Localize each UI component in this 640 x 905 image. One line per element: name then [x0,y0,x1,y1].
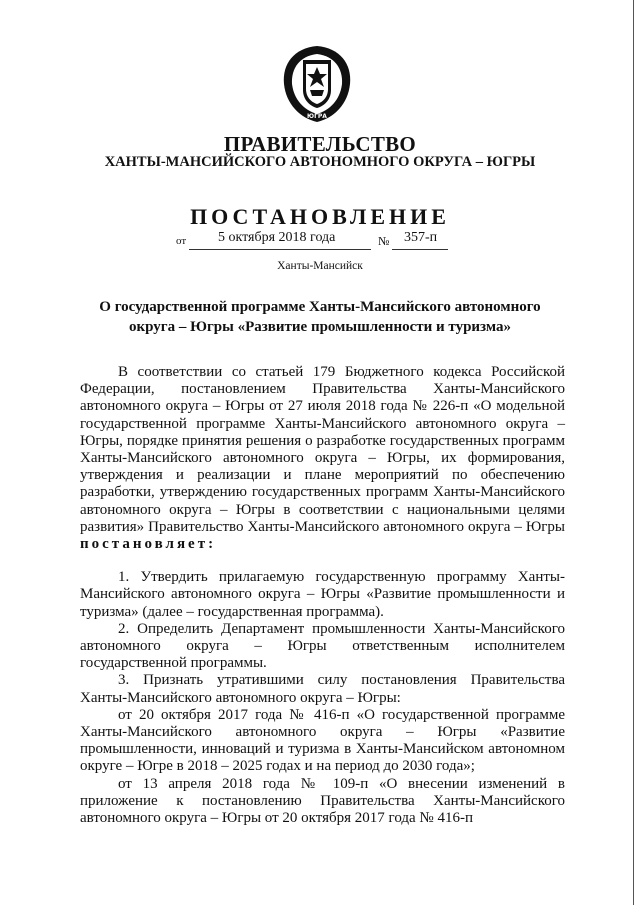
preamble-paragraph [80,364,565,553]
number-underline [392,249,448,250]
date-prefix-label: от [176,235,187,247]
number-prefix-label: № [378,234,390,248]
item-3a-paragraph: от 20 октября 2017 года № 416-п «О государственной программе Ханты-Мансийского автономного округа – Югры «Развитие промышленности, инноваций и туризма в Ханты-Мансийском автономном округе – Югре в 2018 – 2025 годах и на период до 2030 года»; [80,706,565,775]
subject-line-1: О государственной программе Ханты-Мансийского автономного [99,299,541,315]
khmao-coat-of-arms-icon [276,44,358,126]
document-subject [0,297,640,337]
document-number: 357-п [404,230,438,245]
resolves-word: постановляет: [80,536,217,553]
document-body [80,364,565,827]
date-underline [189,249,371,250]
item-3b-paragraph: от 13 апреля 2018 года № 109-п «О внесении изменений в приложение к постановлению Правительства Ханты-Мансийского автономного округа – Югры от 20 октября 2017 года № 416-п [80,775,565,827]
government-title: ПРАВИТЕЛЬСТВО [223,132,417,156]
item-3-paragraph: 3. Признать утратившими силу постановления Правительства Ханты-Мансийского автономного округа – Югры: [80,672,565,706]
government-subtitle: ХАНТЫ-МАНСИЙСКОГО АВТОНОМНОГО ОКРУГА – ЮГРЫ [104,154,536,170]
item-2-paragraph: 2. Определить Департамент промышленности Ханты-Мансийского автономного округа – Югры ответственным исполнителем государственной программы. [80,620,565,672]
document-date: 5 октября 2018 года [218,230,336,245]
city-name: Ханты-Мансийск [277,260,363,272]
subject-line-2: округа – Югры «Развитие промышленности и туризма» [128,319,511,335]
item-1-paragraph: 1. Утвердить прилагаемую государственную программу Ханты-Мансийского автономного округа – Югры «Развитие промышленности и туризма» (далее – государственная программа). [80,569,565,620]
preamble-text: В соответствии со статьей 179 Бюджетного кодекса Российской Федерации, постановлением Правительства Ханты-Мансийского автономного округа – Югры от 27 июля 2018 года № 226-п «О модельной государственной программе Ханты-Мансийского автономного округа – Югры, порядке принятия решения о разработке государственных программ Ханты-Мансийского автономного округа – Югры, их формирования, утверждения и реализации и плане мероприятий по обеспечению разработки, утверждению государственных программ Ханты-Мансийского автономного округа – Югры в соответствии с национальными целями развития» Правительство Ханты-Мансийского автономного округа – Югры [80,364,565,535]
svg-text:ЮГРА: ЮГРА [307,113,327,120]
document-type: ПОСТАНОВЛЕНИЕ [190,204,450,229]
